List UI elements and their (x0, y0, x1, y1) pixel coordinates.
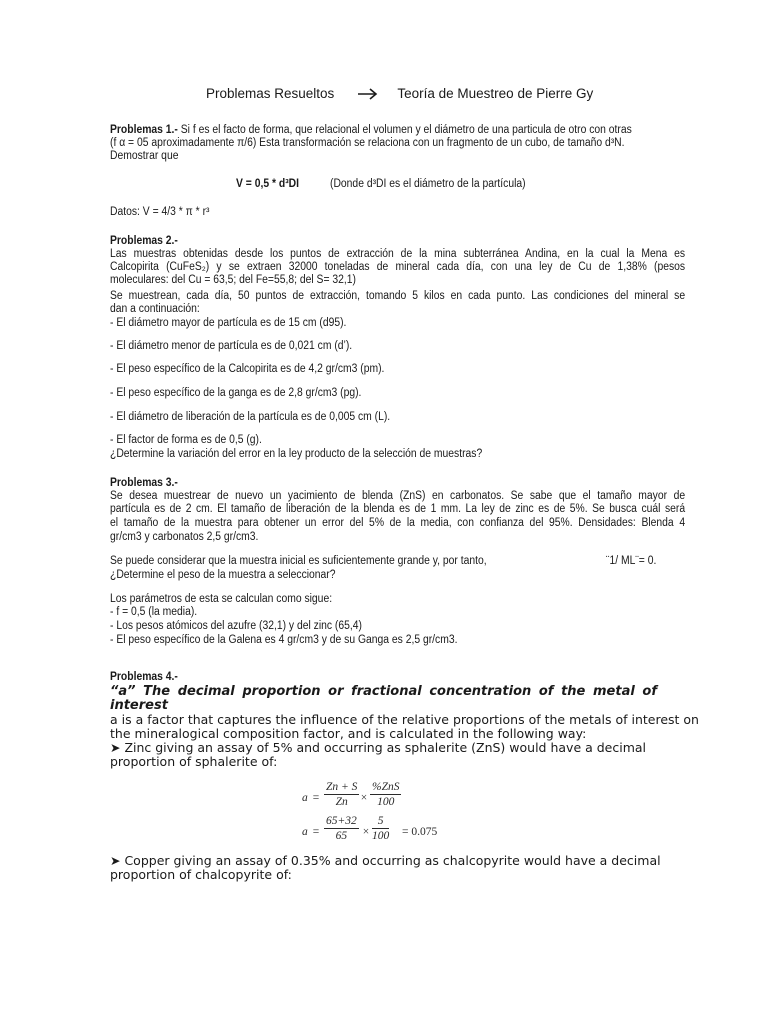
p2-item-4: - El peso específico de la ganga es de 2,8 gr/cm3 (pg). (110, 387, 362, 399)
p2-line-2: Calcopirita (CuFeS₂) y se extraen 32000 toneladas de mineral cada día, con una ley de Cu de 1,38% (pesos (110, 261, 686, 273)
title-right: Teoría de Muestreo de Pierre Gy (397, 86, 594, 101)
p4-copper-2: proportion of chalcopyrite of: (110, 867, 292, 882)
p1-line1-text: Si f es el facto de forma, que relacional el volumen y el diámetro de una particula de otro con otras (180, 124, 632, 136)
formula-frac-3 (324, 814, 359, 843)
p2-item-2: - El diámetro menor de partícula es de 0,021 cm (d’). (110, 340, 353, 352)
formula-var-1: a (302, 792, 308, 804)
formula-result: = 0.075 (402, 826, 438, 838)
frac4-denominator: 100 (372, 830, 390, 842)
p4-subtitle-line1: “a” The decimal proportion or fractional concentration of the metal of (110, 684, 657, 699)
frac1-numerator: Zn + S (326, 781, 358, 793)
p1-heading: Problemas 1.- (110, 124, 178, 136)
p3-heading (110, 477, 178, 490)
p2-item-1: - El diámetro mayor de partícula es de 15 cm (d95). (110, 317, 347, 329)
p3-line-2: partícula es de 2 cm. El tamaño de liberación de la blenda es de 1 mm. La ley de zinc es de 5%. Se busca cuál será (110, 503, 686, 515)
p4-body-4: proportion of sphalerite of: (110, 754, 278, 769)
p3-question: ¿Determine el peso de la muestra a seleccionar? (110, 569, 336, 581)
p3-line-4: gr/cm3 y carbonatos 2,5 gr/cm3. (110, 531, 259, 543)
formula-var-2: a (302, 826, 308, 838)
document-title (206, 86, 593, 102)
p3-assume: Se puede considerar que la muestra inicial es suficientemente grande y, por tanto, (110, 555, 487, 567)
p3-param-3: - Los pesos atómicos del azufre (32,1) y del zinc (65,4) (110, 620, 362, 632)
formula-frac-2 (370, 780, 401, 809)
formula-times-1: × (360, 792, 368, 804)
frac3-numerator: 65+32 (326, 815, 357, 827)
alpha-formula (298, 780, 458, 842)
p2-heading (110, 235, 178, 248)
p4-body-3: ➤ Zinc giving an assay of 5% and occurring as sphalerite (ZnS) would have a decimal (110, 740, 647, 755)
p3-assume-right: ¨1/ ML¨= 0. (606, 555, 657, 567)
p3-line-1: Se desea muestrear de nuevo un yacimiento de blenda (ZnS) en carbonatos. Se sabe que el tamaño mayor de (110, 490, 686, 502)
p1-line3: Demostrar que (110, 150, 179, 162)
p3-param-4: - El peso específico de la Galena es 4 gr/cm3 y de su Ganga es 2,5 gr/cm3. (110, 634, 458, 646)
p4-heading-text: Problemas 4.- (110, 671, 178, 683)
p2-line-4: Se muestrean, cada día, 50 puntos de extracción, tomando 5 kilos en cada punto. Las condiciones del mineral se (110, 290, 686, 302)
p2-question: ¿Determine la variación del error en la ley producto de la selección de muestras? (110, 448, 483, 460)
frac3-denominator: 65 (335, 830, 348, 842)
p4-subtitle-line2: interest (110, 698, 168, 713)
p4-body-1: a is a factor that captures the influence of the relative proportions of the metals of interest on (110, 712, 699, 727)
p2-line-5: dan a continuación: (110, 303, 200, 315)
frac1-denominator: Zn (335, 796, 348, 808)
formula-times-2: × (362, 826, 370, 838)
formula-frac-1 (324, 780, 359, 809)
p1-line2: (f α = 05 aproximadamente π/6) Esta transformación se relaciona con un fragmento de un cubo, de tamaño d³N. (110, 137, 625, 149)
p4-copper-1: ➤ Copper giving an assay of 0.35% and occurring as chalcopyrite would have a decimal (110, 853, 661, 868)
p2-line-3: moleculares: del Cu = 63,5; del Fe=55,8; del S= 32,1) (110, 274, 356, 286)
p2-item-6: - El factor de forma es de 0,5 (g). (110, 434, 262, 446)
p1-formula (236, 178, 299, 191)
p4-body-2: the mineralogical composition factor, and is calculated in the following way: (110, 726, 587, 741)
p2-item-5: - El diámetro de liberación de la partícula es de 0,005 cm (L). (110, 411, 391, 423)
frac2-numerator: %ZnS (372, 781, 400, 793)
formula-eq-2: = (312, 826, 320, 838)
p3-line-3: el tamaño de la muestra para obtener un error del 5% de la media, con confianza del 95%. Densidades: Blenda 4 (110, 517, 686, 529)
title-left: Problemas Resueltos (206, 86, 335, 101)
right-arrow-icon (356, 88, 380, 100)
formula-eq-1: = (312, 792, 320, 804)
frac2-denominator: 100 (377, 796, 395, 808)
p1-datos: Datos: V = 4/3 * π * r³ (110, 206, 210, 218)
p2-item-3: - El peso específico de la Calcopirita es de 4,2 gr/cm3 (pm). (110, 363, 385, 375)
formula-frac-4 (372, 814, 389, 843)
p2-heading-text: Problemas 2.- (110, 235, 178, 247)
p1-line1 (110, 124, 632, 137)
p1-formula-text: V = 0,5 * d³DI (236, 178, 299, 190)
p3-heading-text: Problemas 3.- (110, 477, 178, 489)
p1-formula-note: (Donde d³DI es el diámetro de la partícula) (330, 178, 526, 190)
p3-param-2: - f = 0,5 (la media). (110, 606, 198, 618)
p4-heading (110, 671, 178, 684)
frac4-numerator: 5 (372, 814, 389, 829)
p3-param-1: Los parámetros de esta se calculan como sigue: (110, 593, 333, 605)
p2-line-1: Las muestras obtenidas desde los puntos de extracción de la mina subterránea Andina, en la cual la Mena es (110, 248, 686, 260)
